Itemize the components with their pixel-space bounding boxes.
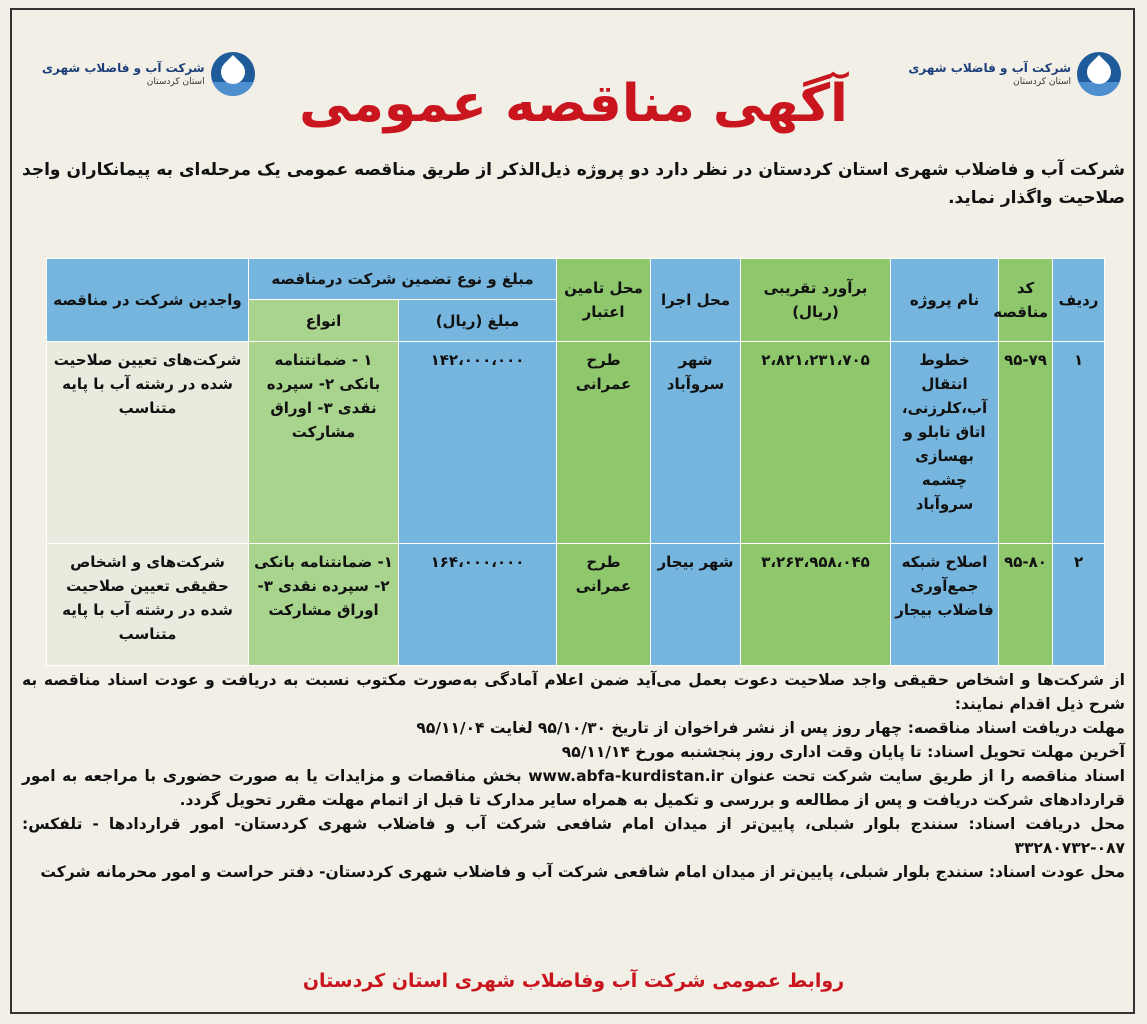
logo-province: استان کردستان — [1013, 77, 1071, 87]
header-types: انواع — [249, 300, 399, 341]
cell-project-name: خطوط انتقال آب،کلرزنی، اتاق تابلو و بهسازی چشمه سروآباد — [891, 341, 999, 543]
table-row — [47, 544, 1105, 666]
cell-code: ۹۵-۸۰ — [999, 544, 1053, 666]
header-location: محل اجرا — [651, 259, 741, 342]
cell-row: ۱ — [1053, 341, 1105, 543]
cell-funding: طرح عمرانی — [557, 341, 651, 543]
cell-estimate: ۳،۲۶۳،۹۵۸،۰۴۵ — [741, 544, 891, 666]
cell-amount: ۱۴۲،۰۰۰،۰۰۰ — [399, 341, 557, 543]
cell-qualified: شرکت‌های تعیین صلاحیت شده در رشته آب با پایه متناسب — [47, 341, 249, 543]
logo-province: استان کردستان — [146, 77, 205, 87]
instructions-text — [22, 668, 1125, 884]
header-row: ردیف — [1053, 259, 1105, 342]
table-row — [47, 341, 1105, 543]
header-code: کد مناقصه — [999, 259, 1053, 342]
cell-amount: ۱۶۴،۰۰۰،۰۰۰ — [399, 544, 557, 666]
cell-estimate: ۲،۸۲۱،۲۳۱،۷۰۵ — [741, 341, 891, 543]
page-title: آگهی مناقصه عمومی — [299, 74, 848, 134]
tender-table — [46, 258, 1105, 666]
cell-location: شهر سروآباد — [651, 341, 741, 543]
header-funding: محل تامین اعتبار — [557, 259, 651, 342]
logo-company-name: شرکت آب و فاضلاب شهری — [908, 61, 1071, 75]
header-amount: مبلغ (ریال) — [399, 300, 557, 341]
header-qualified: واجدین شرکت در مناقصه — [47, 259, 249, 342]
cell-types: ۱ - ضمانتنامه بانکی ۲- سپرده نقدی ۳- اوراق مشارکت — [249, 341, 399, 543]
public-relations-signature: روابط عمومی شرکت آب وفاضلاب شهری استان کردستان — [302, 970, 845, 992]
document-return-location: محل عودت اسناد: سنندج بلوار شبلی، پایین‌تر از میدان امام شافعی شرکت آب و فاضلاب شهری کردستان- دفتر حراست و امور محرمانه شرکت — [40, 863, 1125, 881]
cell-types: ۱- ضمانتنامه بانکی ۲- سپرده نقدی ۳- اوراق مشارکت — [249, 544, 399, 666]
header-guarantee: مبلغ و نوع تضمین شرکت درمناقصه — [249, 259, 557, 300]
invitation-paragraph: از شرکت‌ها و اشخاص حقیقی واجد صلاحیت دعوت بعمل می‌آید ضمن اعلام آمادگی به‌صورت مکتوب نسبت به دریافت و عودت اسناد مناقصه به شرح ذیل اقدام نمایند: — [22, 671, 1125, 713]
cell-project-name: اصلاح شبکه جمع‌آوری فاضلاب بیجار — [891, 544, 999, 666]
document-receipt-deadline: مهلت دریافت اسناد مناقصه: چهار روز پس از نشر فراخوان از تاریخ ۹۵/۱۰/۳۰ لغایت ۹۵/۱۱/۰۴ — [416, 719, 1125, 737]
header-estimate: برآورد تقریبی (ریال) — [741, 259, 891, 342]
cell-code: ۹۵-۷۹ — [999, 341, 1053, 543]
cell-funding: طرح عمرانی — [557, 544, 651, 666]
document-submission-deadline: آخرین مهلت تحویل اسناد: تا پایان وقت اداری روز پنجشنبه مورخ ۹۵/۱۱/۱۴ — [561, 743, 1125, 761]
logo-company-name: شرکت آب و فاضلاب شهری — [42, 61, 205, 75]
document-receipt-location: محل دریافت اسناد: سنندج بلوار شبلی، پایین‌تر از میدان امام شافعی شرکت آب و فاضلاب شهری کردستان- امور قراردادها - تلفکس: ۰۸۷-۳۳۲۸۰۷۳۲ — [22, 815, 1125, 857]
cell-location: شهر بیجار — [651, 544, 741, 666]
header-project-name: نام پروژه — [891, 259, 999, 342]
intro-paragraph: شرکت آب و فاضلاب شهری استان کردستان در نظر دارد دو پروژه ذیل‌الذکر از طریق مناقصه عمومی یک مرحله‌ای به پیمانکاران واجد صلاحیت واگذار نماید. — [22, 160, 1125, 208]
document-source-paragraph: اسناد مناقصه را از طریق سایت شرکت تحت عنوان www.abfa-kurdistan.ir بخش مناقصات و مزایدات یا به صورت حضوری با مراجعه به امور قراردادهای شرکت دریافت و پس از مطالعه و بررسی و تکمیل به همراه سایر مدارک تا قبل از اتمام مهلت مقرر تحویل گردد. — [22, 767, 1125, 809]
cell-qualified: شرکت‌های و اشخاص حقیقی تعیین صلاحیت شده در رشته آب با پایه متناسب — [47, 544, 249, 666]
cell-row: ۲ — [1053, 544, 1105, 666]
